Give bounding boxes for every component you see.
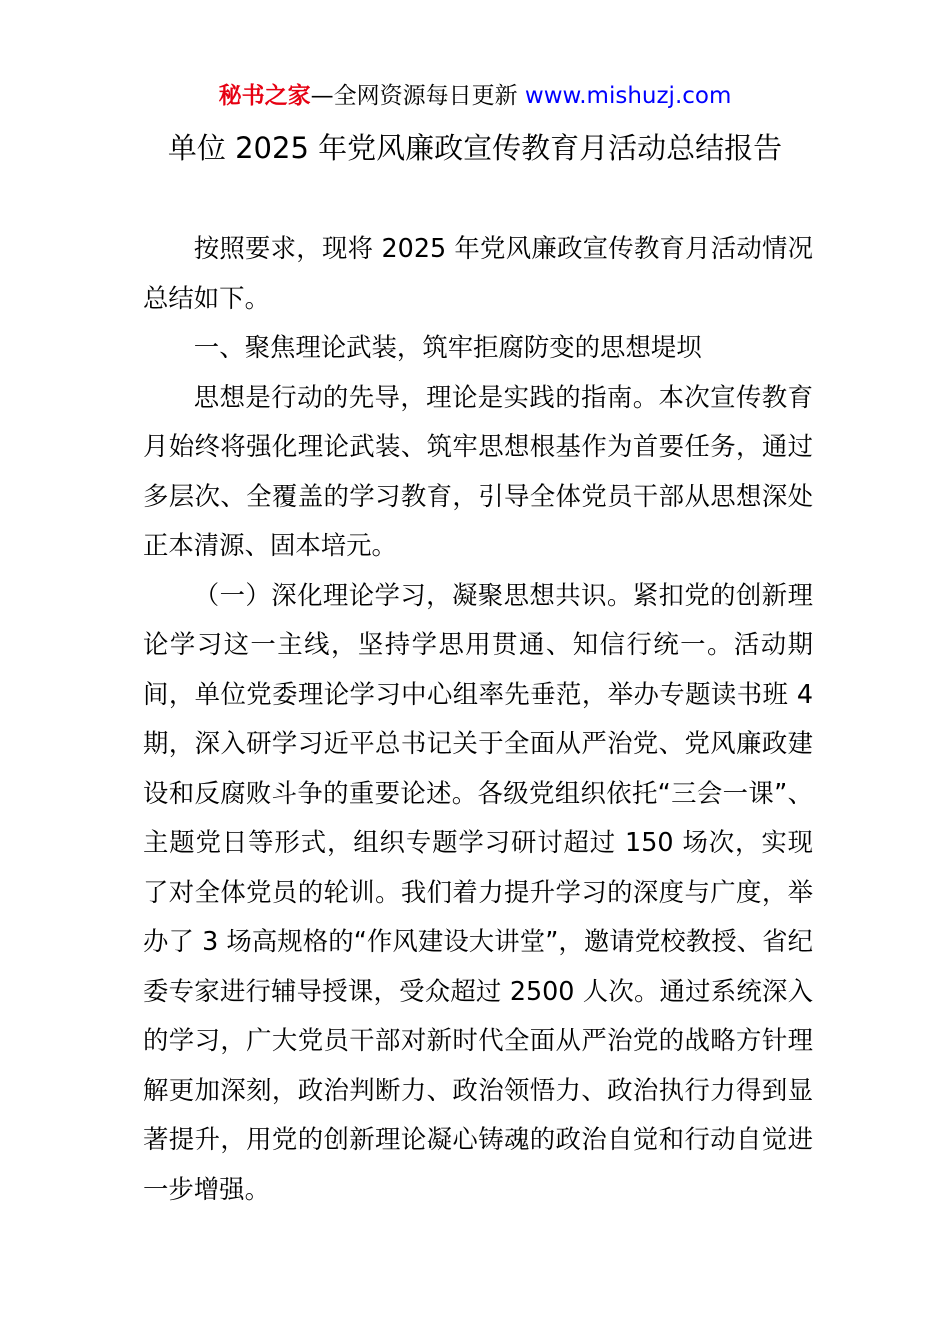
section-heading: 一、聚焦理论武装，筑牢拒腐防变的思想堤坝 <box>193 332 702 362</box>
body-paragraph: （一）深化理论学习，凝聚思想共识。紧扣党的创新理论学习这一主线，坚持学思用贯通、知信行统一。活动期间，单位党委理论学习中心组率先垂范，举办专题读书班 4 期，深入研学习近平总书记关于全面从严治党、党风廉政建设和反腐败斗争的重要论述。各级党组织依托“三会一课”、主题党日等形式，组织专题学习研讨超过 150 场次，实现了对全体党员的轮训。我们着力提升学习的深度与广度，举办了 3 场高规格的“作风建设大讲堂”，邀请党校教授、省纪委专家进行辅导授课，受众超过 2500 人次。通过系统深入的学习，广大党员干部对新时代全面从严治党的战略方针理解更加深刻，政治判断力、政治领悟力、政治执行力得到显著提升，用党的创新理论凝心铸魂的政治自觉和行动自觉进一步增强。 <box>143 579 813 1204</box>
site-tagline: —全网资源每日更新 <box>310 83 525 109</box>
site-header <box>0 80 950 112</box>
document-body <box>143 224 813 1214</box>
intro-paragraph: 按照要求，现将 2025 年党风廉政宣传教育月活动情况总结如下。 <box>143 233 813 313</box>
site-url-link[interactable]: www.mishuzj.com <box>524 83 732 109</box>
document-title: 单位 2025 年党风廉政宣传教育月活动总结报告 <box>167 131 783 165</box>
site-brand: 秘书之家 <box>218 83 311 109</box>
body-paragraph: 思想是行动的先导，理论是实践的指南。本次宣传教育月始终将强化理论武装、筑牢思想根基作为首要任务，通过多层次、全覆盖的学习教育，引导全体党员干部从思想深处正本清源、固本培元。 <box>143 381 813 560</box>
